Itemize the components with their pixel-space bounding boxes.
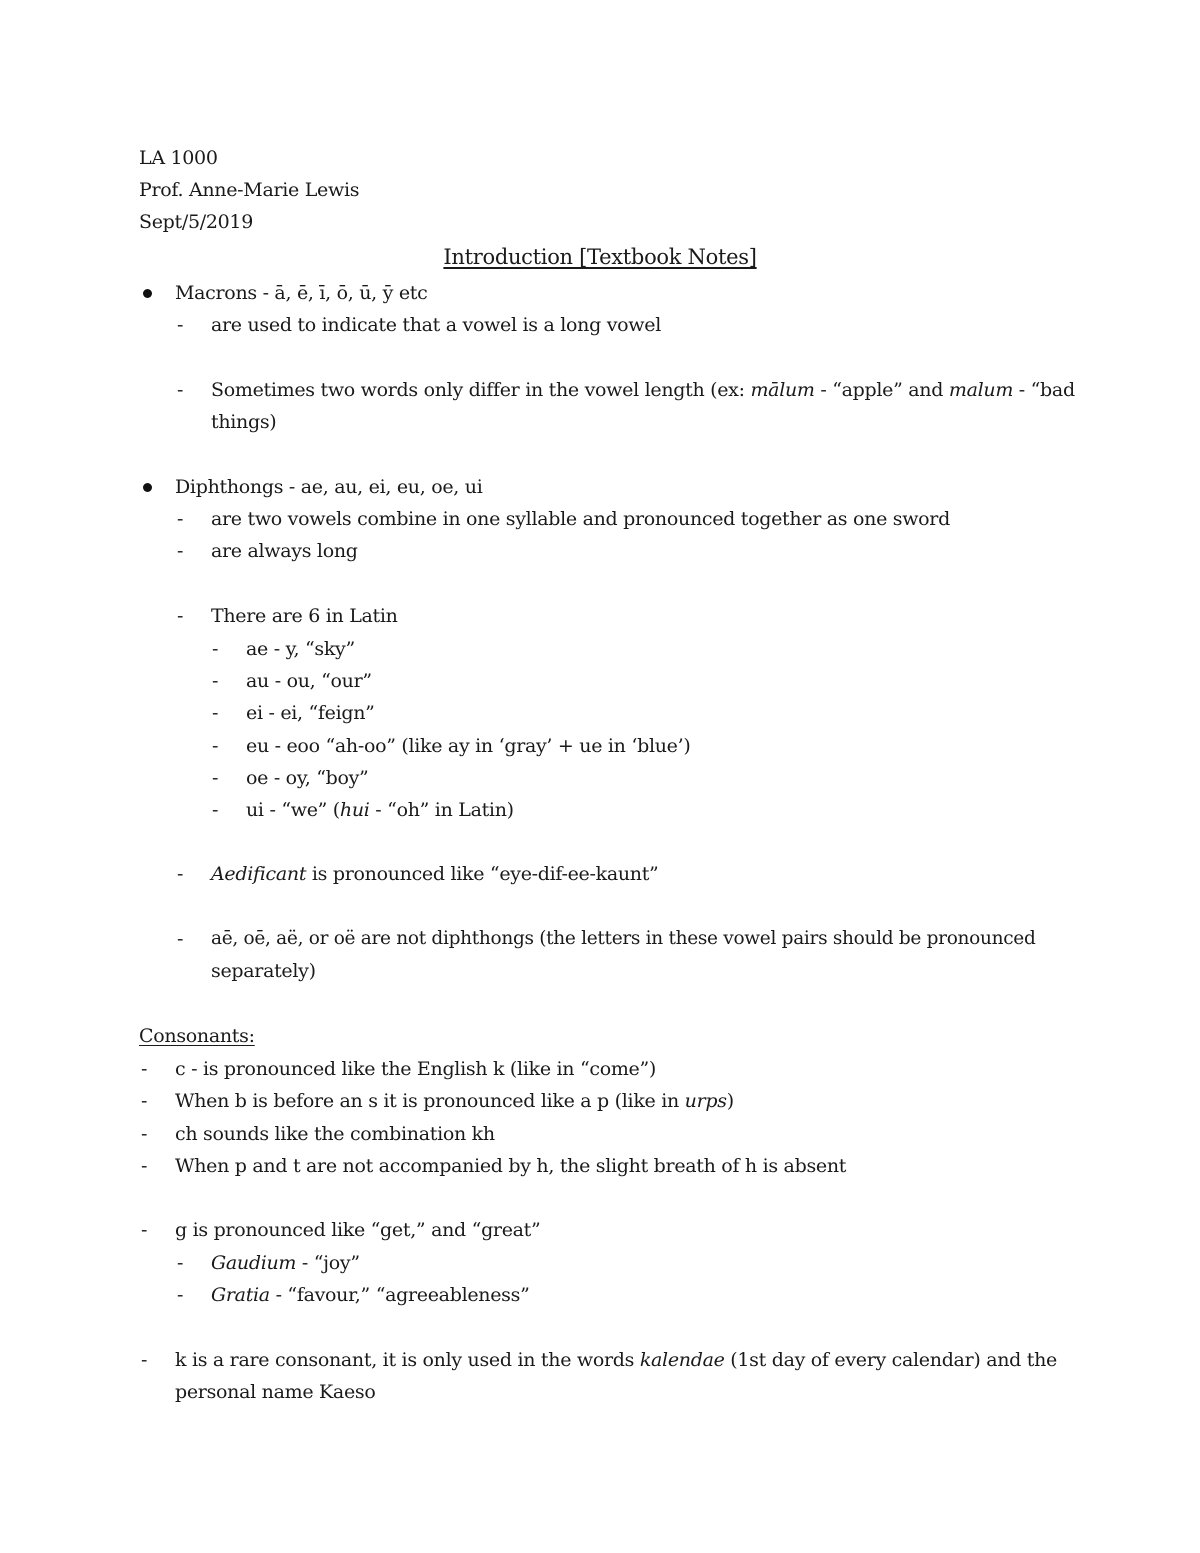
diphthong-item: oe - oy, “boy” <box>246 767 369 789</box>
dash-marker: - <box>177 508 184 530</box>
dash-marker: - <box>141 1219 148 1241</box>
g-example-1: Gaudium - “joy” <box>211 1252 360 1274</box>
dash-marker: - <box>212 670 219 692</box>
consonant-rule-pt: When p and t are not accompanied by h, the slight breath of h is absent <box>175 1155 847 1177</box>
diphthongs-heading: Diphthongs - ae, au, ei, eu, oe, ui <box>175 476 483 498</box>
diphthong-item: eu - eoo “ah-oo” (like ay in ‘gray’ + ue in ‘blue’) <box>246 735 691 757</box>
dash-marker: - <box>177 605 184 627</box>
dash-marker: - <box>177 540 184 562</box>
dash-marker: - <box>212 735 219 757</box>
bullet-icon <box>143 289 152 298</box>
diphthongs-note-2: are always long <box>211 540 358 562</box>
dash-marker: - <box>177 1284 184 1306</box>
note-date: Sept/5/2019 <box>139 211 254 233</box>
course-code: LA 1000 <box>139 147 218 169</box>
dash-marker: - <box>141 1123 148 1145</box>
consonant-rule-g: g is pronounced like “get,” and “great” <box>175 1219 541 1241</box>
consonant-rule-c: c - is pronounced like the English k (like in “come”) <box>175 1058 657 1080</box>
bullet-icon <box>143 483 152 492</box>
aedificant-note: Aedificant is pronounced like “eye-dif-ee-kaunt” <box>211 863 659 885</box>
g-example-2: Gratia - “favour,” “agreeableness” <box>211 1284 530 1306</box>
macrons-heading: Macrons - ā, ē, ī, ō, ū, ȳ etc <box>175 282 428 304</box>
professor-name: Prof. Anne-Marie Lewis <box>139 179 360 201</box>
diphthong-item: ae - y, “sky” <box>246 638 355 660</box>
consonant-rule-ch: ch sounds like the combination kh <box>175 1123 495 1145</box>
diphthongs-note-3: There are 6 in Latin <box>211 605 398 627</box>
diphthong-item: ui - “we” (hui - “oh” in Latin) <box>246 799 514 821</box>
consonant-rule-k-cont: personal name Kaeso <box>175 1381 376 1403</box>
diphthong-item: ei - ei, “feign” <box>246 702 375 724</box>
macrons-note-2: Sometimes two words only differ in the vowel length (ex: mālum - “apple” and malum - “bad <box>211 379 1075 401</box>
macrons-note-1: are used to indicate that a vowel is a long vowel <box>211 314 661 336</box>
dash-marker: - <box>141 1058 148 1080</box>
dash-marker: - <box>177 863 184 885</box>
dash-marker: - <box>141 1155 148 1177</box>
dash-marker: - <box>212 638 219 660</box>
dash-marker: - <box>177 379 184 401</box>
dash-marker: - <box>212 702 219 724</box>
dash-marker: - <box>177 314 184 336</box>
dash-marker: - <box>141 1090 148 1112</box>
page-title: Introduction [Textbook Notes] <box>443 245 757 269</box>
dash-marker: - <box>141 1349 148 1371</box>
dash-marker: - <box>212 767 219 789</box>
consonants-heading: Consonants: <box>139 1025 255 1047</box>
non-diphthong-note-cont: separately) <box>211 960 316 982</box>
dash-marker: - <box>212 799 219 821</box>
diphthongs-note-1: are two vowels combine in one syllable and pronounced together as one sword <box>211 508 950 530</box>
dash-marker: - <box>177 1252 184 1274</box>
diphthong-item: au - ou, “our” <box>246 670 372 692</box>
dash-marker: - <box>177 928 184 950</box>
consonant-rule-k: k is a rare consonant, it is only used in the words kalendae (1st day of every calendar) and the <box>175 1349 1057 1371</box>
consonant-rule-b: When b is before an s it is pronounced like a p (like in urps) <box>175 1090 734 1112</box>
macrons-note-2-cont: things) <box>211 411 277 433</box>
non-diphthong-note: aē, oē, aë, or oë are not diphthongs (the letters in these vowel pairs should be pronounced <box>211 928 1036 949</box>
